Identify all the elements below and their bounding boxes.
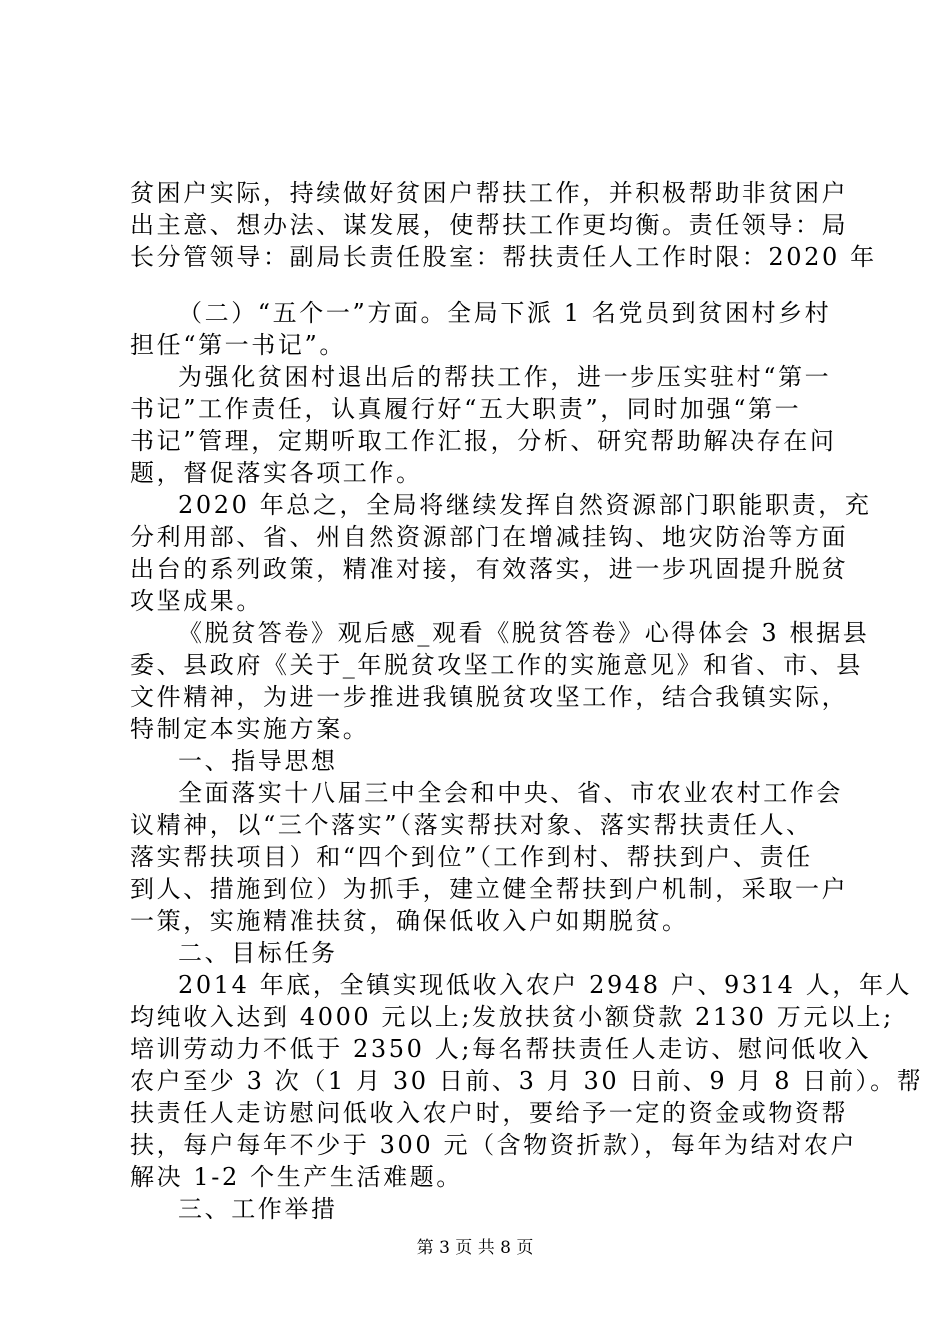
body-line-10: 2020 年总之，全局将继续发挥自然资源部门职能职责，充 bbox=[178, 491, 872, 519]
section-heading-1: 一、指导思想 bbox=[178, 747, 338, 775]
body-line-16: 文件精神，为进一步推进我镇脱贫攻坚工作，结合我镇实际， bbox=[130, 683, 849, 711]
body-line-21: 落实帮扶项目）和“四个到位”（工作到村、帮扶到户、责任 bbox=[130, 843, 813, 871]
body-line-1: 贫困户实际，持续做好贫困户帮扶工作，并积极帮助非贫困户 bbox=[130, 179, 849, 207]
body-line-5: 担任“第一书记”。 bbox=[130, 331, 346, 359]
body-line-6: 为强化贫困村退出后的帮扶工作，进一步压实驻村“第一 bbox=[178, 363, 832, 391]
body-line-13: 攻坚成果。 bbox=[130, 587, 263, 615]
body-line-20: 议精神，以“三个落实”（落实帮扶对象、落实帮扶责任人、 bbox=[130, 811, 813, 839]
body-line-9: 题，督促落实各项工作。 bbox=[130, 459, 423, 487]
body-line-25: 2014 年底，全镇实现低收入农户 2948 户、9314 人，年人 bbox=[178, 971, 913, 999]
page-number-footer: 第 3 页 共 8 页 bbox=[416, 1238, 534, 1258]
body-line-11: 分利用部、省、州自然资源部门在增减挂钩、地灾防治等方面 bbox=[130, 523, 849, 551]
body-line-4: （二）“五个一”方面。全局下派 1 名党员到贫困村乡村 bbox=[178, 299, 832, 327]
section-heading-3: 三、工作举措 bbox=[178, 1195, 338, 1223]
section-heading-2: 二、目标任务 bbox=[178, 939, 338, 967]
body-line-14: 《脱贫答卷》观后感_观看《脱贫答卷》心得体会 3 根据县 bbox=[178, 619, 870, 647]
body-line-7: 书记”工作责任，认真履行好“五大职责”，同时加强“第一 bbox=[130, 395, 802, 423]
body-line-23: 一策，实施精准扶贫，确保低收入户如期脱贫。 bbox=[130, 907, 689, 935]
body-line-8: 书记”管理，定期听取工作汇报，分析、研究帮助解决存在问 bbox=[130, 427, 837, 455]
body-line-22: 到人、措施到位）为抓手，建立健全帮扶到户机制，采取一户 bbox=[130, 875, 849, 903]
body-line-2: 出主意、想办法、谋发展，使帮扶工作更均衡。责任领导：局 bbox=[130, 211, 849, 239]
body-line-28: 农户至少 3 次（1 月 30 日前、3 月 30 日前、9 月 8 日前）。帮 bbox=[130, 1067, 924, 1095]
body-line-12: 出台的系列政策，精准对接，有效落实，进一步巩固提升脱贫 bbox=[130, 555, 849, 583]
body-line-15: 委、县政府《关于_年脱贫攻坚工作的实施意见》和省、市、县 bbox=[130, 651, 863, 679]
body-line-29: 扶责任人走访慰问低收入农户时，要给予一定的资金或物资帮 bbox=[130, 1099, 849, 1127]
body-line-26: 均纯收入达到 4000 元以上;发放扶贫小额贷款 2130 万元以上; bbox=[130, 1003, 894, 1031]
body-line-27: 培训劳动力不低于 2350 人;每名帮扶责任人走访、慰问低收入 bbox=[130, 1035, 872, 1063]
body-line-17: 特制定本实施方案。 bbox=[130, 715, 370, 743]
body-line-31: 解决 1-2 个生产生活难题。 bbox=[130, 1163, 463, 1191]
body-line-19: 全面落实十八届三中全会和中央、省、市农业农村工作会 bbox=[178, 779, 843, 807]
body-line-30: 扶，每户每年不少于 300 元（含物资折款），每年为结对农户 bbox=[130, 1131, 858, 1159]
body-line-3: 长分管领导：副局长责任股室：帮扶责任人工作时限：2020 年 bbox=[130, 243, 877, 271]
